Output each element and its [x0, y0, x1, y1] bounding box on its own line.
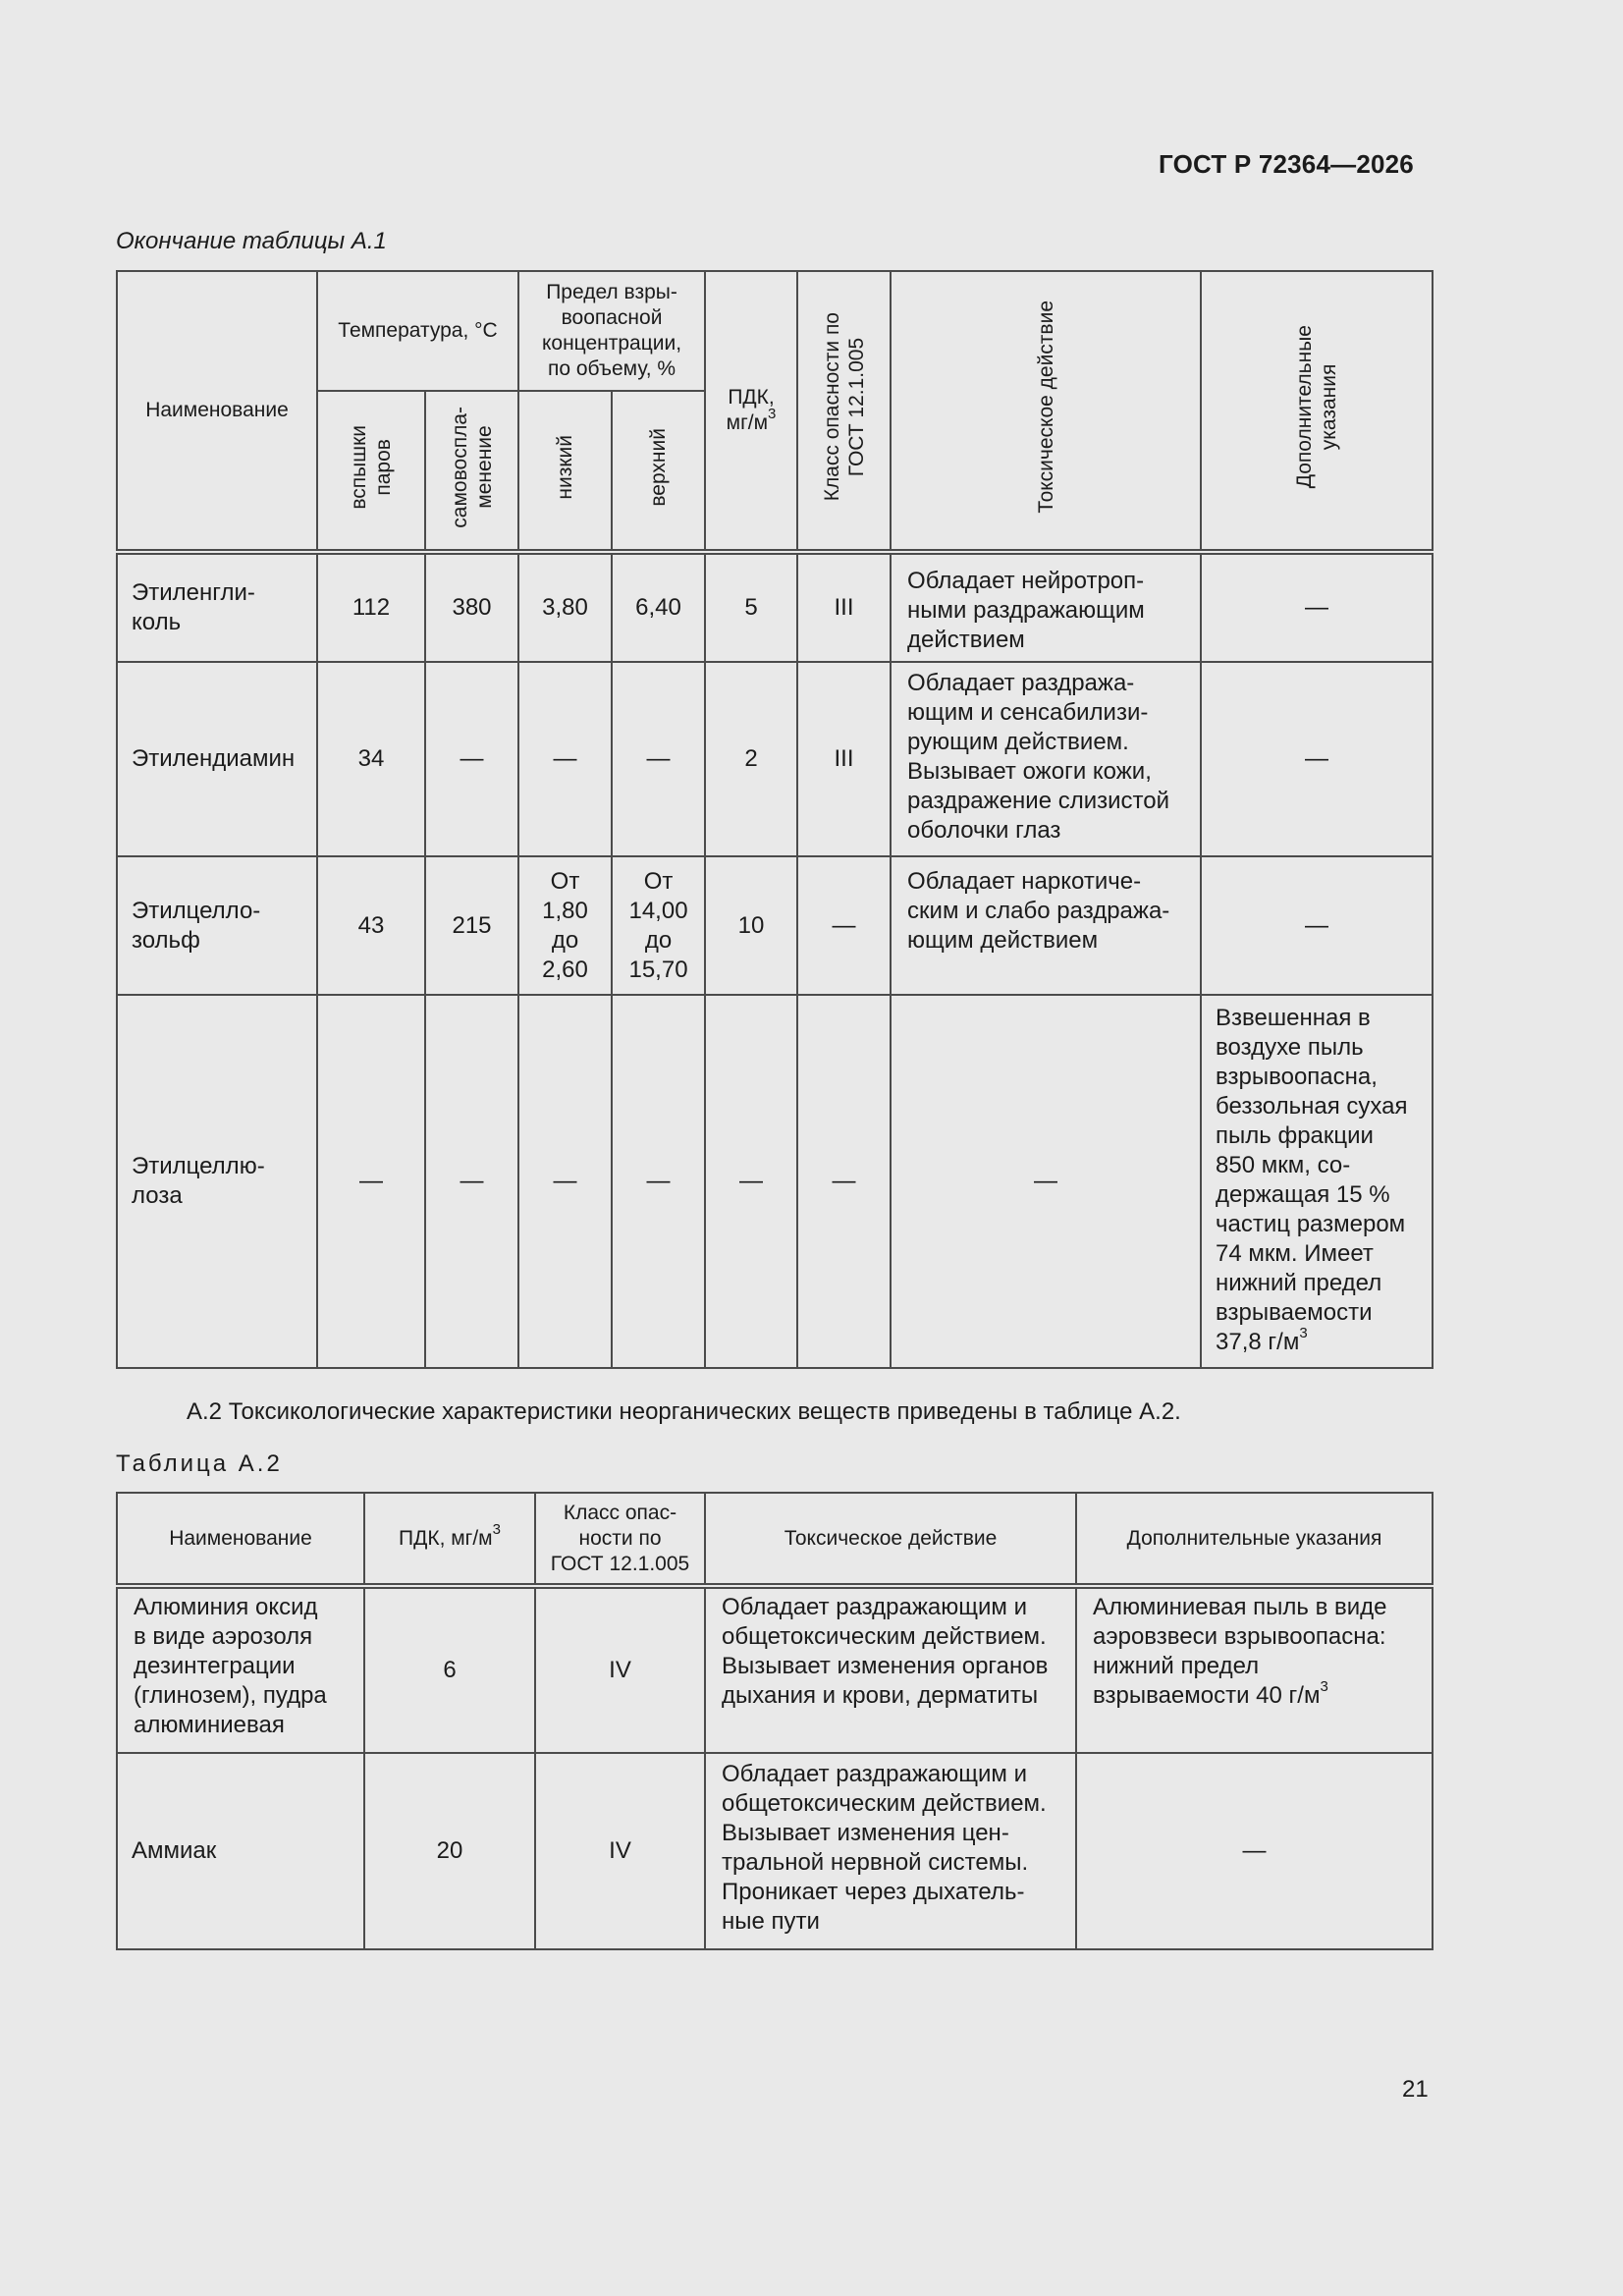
row-class: — [797, 856, 891, 995]
row-notes-sup: 3 [1320, 1678, 1328, 1695]
table-row [117, 1753, 1433, 1949]
t2-header-pdk-label: ПДК, мг/м [399, 1526, 493, 1550]
row-high: 6,40 [612, 552, 705, 662]
header-hazard-class: Класс опасности по ГОСТ 12.1.005 [820, 312, 868, 502]
row-notes [1201, 995, 1433, 1368]
table1-caption: Окончание таблицы А.1 [116, 228, 387, 254]
row-pdk: 2 [705, 662, 797, 856]
row-notes: — [1201, 856, 1433, 995]
row-notes-text: Взвешенная в воздухе пыль взрывоопасна, беззольная сухая пыль фракции 850 мкм, со- держащая 15 % частиц размером 74 мкм. Имеет нижний предел взрываемости 37,8 г/м [1216, 1005, 1408, 1355]
row-name: Алюминия оксид в виде аэрозоля дезинтеграции (глинозем), пудра алюминиевая [117, 1586, 364, 1753]
row-toxic: Обладает раздражающим и общетоксическим действием. Вызывает изменения цен- тральной нервной системы. Проникает через дыхатель- ные пути [705, 1753, 1076, 1949]
row-name: Этиленгли- коль [117, 552, 317, 662]
row-selfignite: 215 [425, 856, 518, 995]
row-class: III [797, 552, 891, 662]
t2-header-name: Наименование [117, 1493, 364, 1586]
header-selfignite: самовоспла- менение [448, 406, 496, 528]
row-selfignite: 380 [425, 552, 518, 662]
row-notes: — [1201, 552, 1433, 662]
row-pdk: — [705, 995, 797, 1368]
header-low-cell [518, 391, 612, 552]
table-a2 [116, 1492, 1434, 1950]
header-notes-cell [1201, 271, 1433, 552]
paragraph-a2: А.2 Токсикологические характеристики неорганических веществ приведены в таблице А.2. [187, 1398, 1181, 1425]
t2-header-pdk [364, 1493, 535, 1586]
row-notes-sup: 3 [1299, 1325, 1308, 1341]
row-name: Этилцеллю- лоза [117, 995, 317, 1368]
header-pdk [705, 271, 797, 552]
header-toxic-cell [891, 271, 1201, 552]
row-toxic: — [891, 995, 1201, 1368]
header-toxic: Токсическое действие [1034, 301, 1057, 514]
row-selfignite: — [425, 995, 518, 1368]
table-row [117, 856, 1433, 995]
row-name: Аммиак [117, 1753, 364, 1949]
header-low: низкий [554, 434, 577, 500]
table-row [117, 1586, 1433, 1753]
row-notes [1076, 1586, 1433, 1753]
row-toxic: Обладает нейротроп- ными раздражающим действием [891, 552, 1201, 662]
row-class: IV [535, 1753, 705, 1949]
header-flash-cell [317, 391, 425, 552]
table-a1 [116, 270, 1434, 1369]
header-selfignite-cell [425, 391, 518, 552]
row-selfignite: — [425, 662, 518, 856]
table-row [117, 552, 1433, 662]
page-number: 21 [1402, 2076, 1429, 2103]
header-hazard-class-cell [797, 271, 891, 552]
row-notes: — [1201, 662, 1433, 856]
t2-header-notes: Дополнительные указания [1076, 1493, 1433, 1586]
row-class: IV [535, 1586, 705, 1753]
table-row [117, 995, 1433, 1368]
row-toxic: Обладает наркотиче- ским и слабо раздража- ющим действием [891, 856, 1201, 995]
row-low: — [518, 995, 612, 1368]
row-name: Этилцелло- зольф [117, 856, 317, 995]
t2-header-hazard-class: Класс опас- ности по ГОСТ 12.1.005 [535, 1493, 705, 1586]
row-pdk: 6 [364, 1586, 535, 1753]
row-high: От 14,00 до 15,70 [612, 856, 705, 995]
row-flash: 112 [317, 552, 425, 662]
table-row [117, 662, 1433, 856]
table2-caption: Таблица А.2 [116, 1450, 283, 1477]
row-flash: — [317, 995, 425, 1368]
header-pdk-label: ПДК, мг/м [726, 386, 775, 434]
row-class: III [797, 662, 891, 856]
row-toxic: Обладает раздража- ющим и сенсабилизи- рующим действием. Вызывает ожоги кожи, раздражение слизистой оболочки глаз [891, 662, 1201, 856]
header-notes: Дополнительные указания [1293, 325, 1341, 489]
row-high: — [612, 662, 705, 856]
row-class: — [797, 995, 891, 1368]
header-flash: вспышки паров [348, 424, 395, 510]
header-high: верхний [647, 427, 671, 507]
row-low: От 1,80 до 2,60 [518, 856, 612, 995]
row-name: Этилендиамин [117, 662, 317, 856]
row-flash: 43 [317, 856, 425, 995]
t2-header-toxic: Токсическое действие [705, 1493, 1076, 1586]
row-low: — [518, 662, 612, 856]
t2-header-pdk-sup: 3 [492, 1520, 501, 1538]
row-notes-text: Алюминиевая пыль в виде аэровзвеси взрывоопасна: нижний предел взрываемости 40 г/м [1093, 1594, 1387, 1709]
row-toxic: Обладает раздражающим и общетоксическим действием. Вызывает изменения органов дыхания и крови, дерматиты [705, 1586, 1076, 1753]
document-standard-title: ГОСТ Р 72364—2026 [1159, 149, 1414, 179]
header-temperature: Температура, °С [317, 271, 518, 391]
header-high-cell [612, 391, 705, 552]
row-pdk: 5 [705, 552, 797, 662]
row-pdk: 10 [705, 856, 797, 995]
row-high: — [612, 995, 705, 1368]
row-flash: 34 [317, 662, 425, 856]
header-name: Наименование [117, 271, 317, 552]
header-explosive-limit: Предел взры- воопасной концентрации, по объему, % [518, 271, 705, 391]
row-low: 3,80 [518, 552, 612, 662]
header-pdk-sup: 3 [768, 406, 777, 422]
row-notes: — [1076, 1753, 1433, 1949]
row-pdk: 20 [364, 1753, 535, 1949]
